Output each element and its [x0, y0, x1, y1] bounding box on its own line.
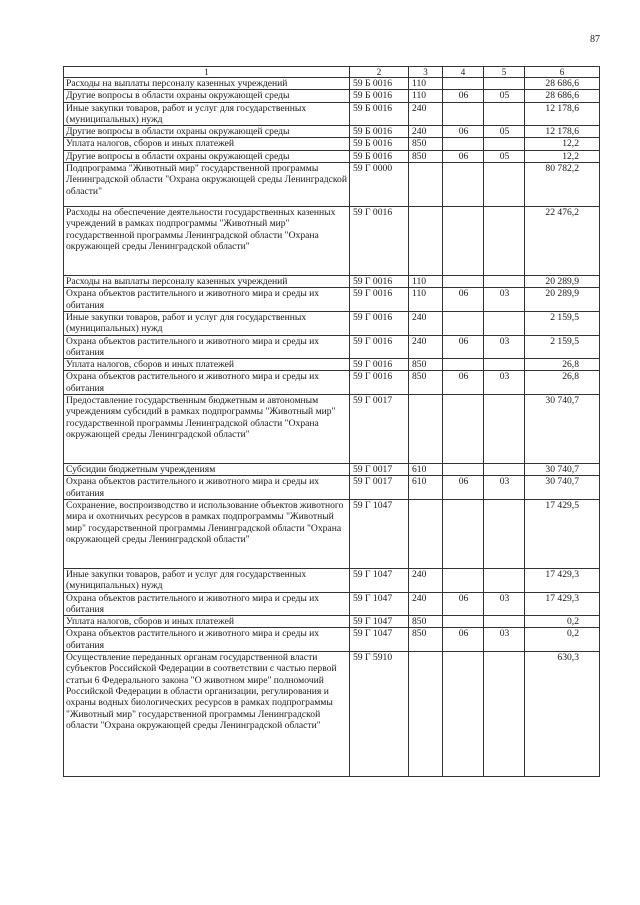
- header-cell-section: 4: [443, 67, 484, 78]
- table-row: [64, 311, 600, 335]
- row-vr: 610: [409, 476, 443, 500]
- row-section: [443, 311, 484, 335]
- row-amount: 30 740,7: [525, 464, 600, 476]
- table-row: [64, 102, 600, 126]
- header-cell-amount: 6: [525, 67, 600, 78]
- row-subsection: 05: [484, 126, 525, 138]
- row-section: 06: [443, 126, 484, 138]
- row-amount: 0,2: [525, 628, 600, 652]
- row-amount: 30 740,7: [525, 476, 600, 500]
- row-vr: 240: [409, 592, 443, 616]
- row-vr: 850: [409, 150, 443, 162]
- row-code: 59 Г 0016: [350, 335, 409, 359]
- row-code: 59 Г 0016: [350, 359, 409, 371]
- row-vr: 110: [409, 276, 443, 288]
- header-cell-code: 2: [350, 67, 409, 78]
- row-subsection: [484, 311, 525, 335]
- table-row: [64, 90, 600, 102]
- row-amount: 2 159,5: [525, 335, 600, 359]
- row-name: Другие вопросы в области охраны окружающей среды: [64, 150, 350, 162]
- row-code: 59 Г 5910: [350, 652, 409, 777]
- row-code: 59 Б 0016: [350, 138, 409, 150]
- table-row: [64, 499, 600, 568]
- row-vr: 240: [409, 311, 443, 335]
- row-amount: 30 740,7: [525, 395, 600, 464]
- row-vr: [409, 395, 443, 464]
- header-cell-vr: 3: [409, 67, 443, 78]
- row-name: Другие вопросы в области охраны окружающей среды: [64, 90, 350, 102]
- row-name: Уплата налогов, сборов и иных платежей: [64, 138, 350, 150]
- row-subsection: [484, 276, 525, 288]
- row-subsection: [484, 652, 525, 777]
- row-code: 59 Г 1047: [350, 628, 409, 652]
- row-section: 06: [443, 476, 484, 500]
- header-cell-subsection: 5: [484, 67, 525, 78]
- row-code: 59 Г 0017: [350, 476, 409, 500]
- row-name: Иные закупки товаров, работ и услуг для государственных (муниципальных) нужд: [64, 102, 350, 126]
- row-section: 06: [443, 628, 484, 652]
- row-amount: 17 429,5: [525, 499, 600, 568]
- row-name: Расходы на обеспечение деятельности государственных казенных учреждений в рамках подпрограммы "Животный мир" государственной программы Ленинградской области "Охрана окружающей среды Ленинградской области": [64, 207, 350, 276]
- row-subsection: 03: [484, 592, 525, 616]
- row-vr: [409, 163, 443, 207]
- table-header-row: [64, 67, 600, 78]
- row-subsection: 03: [484, 628, 525, 652]
- row-section: [443, 138, 484, 150]
- row-name: Охрана объектов растительного и животного мира и среды их обитания: [64, 335, 350, 359]
- row-code: 59 Г 1047: [350, 499, 409, 568]
- row-section: 06: [443, 335, 484, 359]
- row-name: Сохранение, воспроизводство и использование объектов животного мира и охотничьих ресурсов в рамках подпрограммы "Животный мир" государственной программы Ленинградской области "Охрана окружающей среды Ленинградской области": [64, 499, 350, 568]
- row-amount: 2 159,5: [525, 311, 600, 335]
- row-name: Охрана объектов растительного и животного мира и среды их обитания: [64, 592, 350, 616]
- row-vr: 850: [409, 628, 443, 652]
- row-code: 59 Б 0016: [350, 126, 409, 138]
- row-vr: 610: [409, 464, 443, 476]
- budget-table: [63, 66, 600, 777]
- row-subsection: 05: [484, 150, 525, 162]
- table-row: [64, 78, 600, 90]
- row-subsection: [484, 359, 525, 371]
- row-vr: 110: [409, 78, 443, 90]
- row-section: [443, 464, 484, 476]
- table-row: [64, 628, 600, 652]
- row-section: 06: [443, 371, 484, 395]
- row-vr: 240: [409, 126, 443, 138]
- table-row: [64, 476, 600, 500]
- row-amount: 17 429,3: [525, 592, 600, 616]
- row-name: Охрана объектов растительного и животного мира и среды их обитания: [64, 628, 350, 652]
- row-vr: 110: [409, 288, 443, 312]
- row-name: Расходы на выплаты персоналу казенных учреждений: [64, 78, 350, 90]
- table-row: [64, 126, 600, 138]
- row-vr: [409, 652, 443, 777]
- row-vr: 240: [409, 568, 443, 592]
- page-number: 87: [590, 34, 600, 45]
- row-section: [443, 395, 484, 464]
- row-subsection: [484, 102, 525, 126]
- row-section: [443, 652, 484, 777]
- row-code: 59 Г 0016: [350, 288, 409, 312]
- row-amount: 28 686,6: [525, 78, 600, 90]
- row-vr: 850: [409, 359, 443, 371]
- row-code: 59 Г 0000: [350, 163, 409, 207]
- row-amount: 22 476,2: [525, 207, 600, 276]
- row-code: 59 Б 0016: [350, 150, 409, 162]
- row-name: Иные закупки товаров, работ и услуг для государственных (муниципальных) нужд: [64, 568, 350, 592]
- row-subsection: [484, 395, 525, 464]
- row-name: Субсидии бюджетным учреждениям: [64, 464, 350, 476]
- table-row: [64, 288, 600, 312]
- header-cell-name: 1: [64, 67, 350, 78]
- table-row: [64, 276, 600, 288]
- row-amount: 0,2: [525, 616, 600, 628]
- row-name: Подпрограмма "Животный мир" государственной программы Ленинградской области "Охрана окружающей среды Ленинградской области": [64, 163, 350, 207]
- row-amount: 12,2: [525, 138, 600, 150]
- row-name: Осуществление переданных органам государственной власти субъектов Российской Федерации в соответствии с частью первой статьи 6 Федерального закона "О животном мире" полномочий Российской Федерации в области организации, регулирования и охраны водных биологических ресурсов в рамках подпрограммы "Животный мир" государственной программы Ленинградской области "Охрана окружающей среды Ленинградской области": [64, 652, 350, 777]
- row-amount: 20 289,9: [525, 288, 600, 312]
- row-code: 59 Г 0017: [350, 395, 409, 464]
- row-name: Охрана объектов растительного и животного мира и среды их обитания: [64, 476, 350, 500]
- row-section: [443, 499, 484, 568]
- table-row: [64, 652, 600, 777]
- row-name: Уплата налогов, сборов и иных платежей: [64, 359, 350, 371]
- row-name: Охрана объектов растительного и животного мира и среды их обитания: [64, 371, 350, 395]
- row-vr: 850: [409, 616, 443, 628]
- row-name: Предоставление государственным бюджетным и автономным учреждениям субсидий в рамках подпрограммы "Животный мир" государственной программы Ленинградской области "Охрана окружающей среды Ленинградской области": [64, 395, 350, 464]
- row-name: Расходы на выплаты персоналу казенных учреждений: [64, 276, 350, 288]
- row-subsection: 03: [484, 371, 525, 395]
- table-row: [64, 335, 600, 359]
- table-row: [64, 592, 600, 616]
- row-section: [443, 102, 484, 126]
- row-section: [443, 359, 484, 371]
- row-section: [443, 276, 484, 288]
- row-name: Иные закупки товаров, работ и услуг для государственных (муниципальных) нужд: [64, 311, 350, 335]
- row-amount: 12,2: [525, 150, 600, 162]
- row-subsection: [484, 163, 525, 207]
- row-section: 06: [443, 288, 484, 312]
- table-row: [64, 138, 600, 150]
- row-section: [443, 207, 484, 276]
- row-name: Уплата налогов, сборов и иных платежей: [64, 616, 350, 628]
- row-amount: 17 429,3: [525, 568, 600, 592]
- row-code: 59 Г 0016: [350, 207, 409, 276]
- row-vr: 240: [409, 335, 443, 359]
- row-code: 59 Б 0016: [350, 90, 409, 102]
- row-subsection: 05: [484, 90, 525, 102]
- row-section: [443, 568, 484, 592]
- row-subsection: [484, 138, 525, 150]
- row-code: 59 Г 0016: [350, 311, 409, 335]
- row-code: 59 Г 1047: [350, 568, 409, 592]
- row-subsection: [484, 568, 525, 592]
- row-subsection: [484, 616, 525, 628]
- row-section: 06: [443, 150, 484, 162]
- row-code: 59 Г 1047: [350, 616, 409, 628]
- row-vr: [409, 499, 443, 568]
- row-subsection: [484, 78, 525, 90]
- table-row: [64, 464, 600, 476]
- row-amount: 26,8: [525, 359, 600, 371]
- row-subsection: 03: [484, 335, 525, 359]
- row-vr: 240: [409, 102, 443, 126]
- row-code: 59 Б 0016: [350, 78, 409, 90]
- table-row: [64, 616, 600, 628]
- row-section: [443, 78, 484, 90]
- row-amount: 12 178,6: [525, 102, 600, 126]
- row-vr: [409, 207, 443, 276]
- row-subsection: [484, 464, 525, 476]
- row-code: 59 Б 0016: [350, 102, 409, 126]
- row-code: 59 Г 0016: [350, 276, 409, 288]
- row-section: [443, 163, 484, 207]
- row-vr: 850: [409, 138, 443, 150]
- row-subsection: 03: [484, 288, 525, 312]
- row-vr: 850: [409, 371, 443, 395]
- table-row: [64, 150, 600, 162]
- row-section: [443, 616, 484, 628]
- row-code: 59 Г 0017: [350, 464, 409, 476]
- table-row: [64, 163, 600, 207]
- row-amount: 80 782,2: [525, 163, 600, 207]
- row-subsection: [484, 499, 525, 568]
- row-code: 59 Г 0016: [350, 371, 409, 395]
- table-row: [64, 371, 600, 395]
- row-name: Другие вопросы в области охраны окружающей среды: [64, 126, 350, 138]
- row-code: 59 Г 1047: [350, 592, 409, 616]
- row-amount: 630,3: [525, 652, 600, 777]
- row-amount: 26,8: [525, 371, 600, 395]
- table-row: [64, 359, 600, 371]
- row-amount: 20 289,9: [525, 276, 600, 288]
- row-subsection: 03: [484, 476, 525, 500]
- row-section: 06: [443, 90, 484, 102]
- table-row: [64, 568, 600, 592]
- table-row: [64, 207, 600, 276]
- row-subsection: [484, 207, 525, 276]
- row-amount: 12 178,6: [525, 126, 600, 138]
- row-section: 06: [443, 592, 484, 616]
- table-row: [64, 395, 600, 464]
- row-vr: 110: [409, 90, 443, 102]
- row-amount: 28 686,6: [525, 90, 600, 102]
- row-name: Охрана объектов растительного и животного мира и среды их обитания: [64, 288, 350, 312]
